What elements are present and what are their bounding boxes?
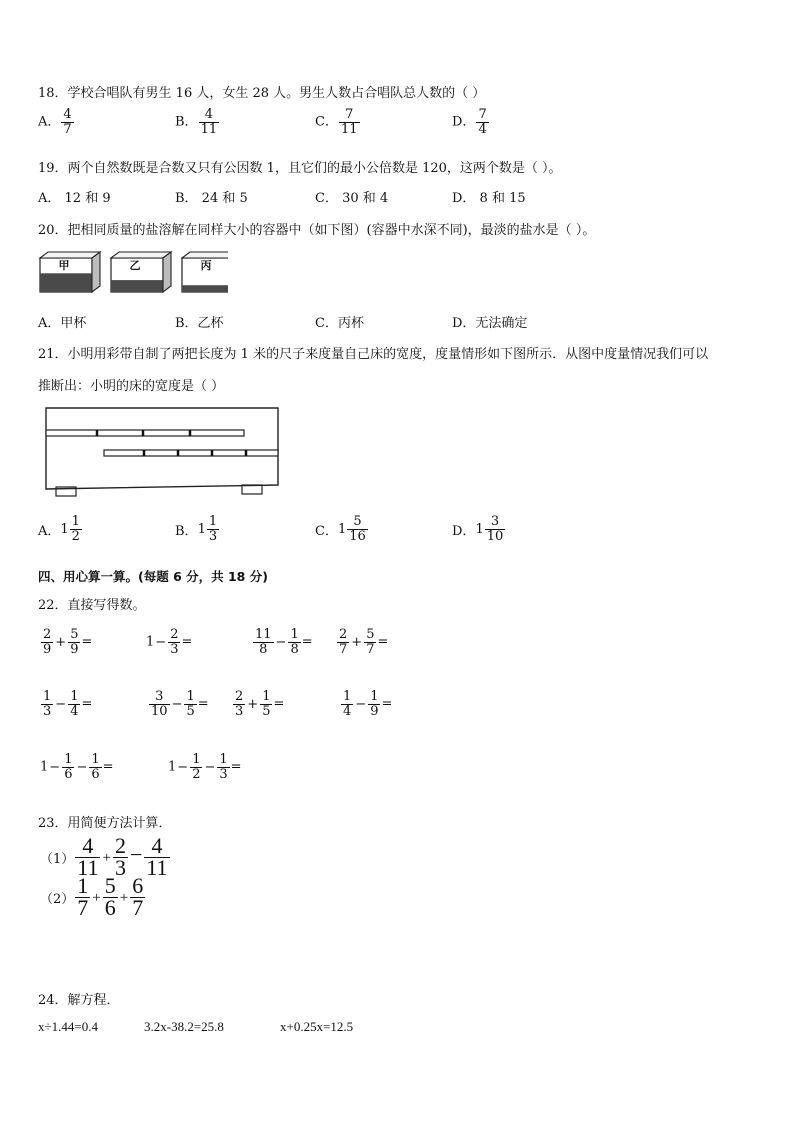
cup-water — [111, 280, 163, 292]
fraction: $\frac{1}{2}$ — [71, 514, 80, 544]
q22-expr: $\frac{2}{7}$ + $\frac{5}{7}$ = — [339, 627, 389, 657]
option-letter: D． — [452, 523, 476, 539]
part-label: （1） — [40, 851, 75, 867]
equation: 3.2x-38.2=25.8 — [144, 1019, 224, 1034]
option-letter: C． — [315, 114, 338, 130]
cup-1 — [40, 252, 100, 292]
option-letter: A． — [38, 523, 61, 539]
q18-stem: 18．学校合唱队有男生 16 人，女生 28 人。男生人数占合唱队总人数的（ ） — [38, 86, 486, 101]
q19-option-d[interactable]: D． 8 和 15 — [452, 191, 526, 206]
part-label: （2） — [40, 891, 75, 907]
section-heading: 四、用心算一算。(每题 6 分，共 18 分) — [38, 569, 268, 584]
cup-label: 乙 — [129, 259, 141, 272]
q22-expr: $\frac{1}{3}$ − $\frac{1}{4}$ = — [43, 689, 93, 719]
q19-stem: 19．两个自然数既是合数又只有公因数 1，且它们的最小公倍数是 120，这两个数是（ ）。 — [38, 161, 562, 176]
q20-option-d[interactable]: D．无法确定 — [452, 316, 528, 331]
q22-expr: 1− $\frac{2}{3}$ = — [146, 627, 193, 657]
bed-leg — [242, 485, 262, 494]
cup-label: 甲 — [58, 259, 70, 272]
q21-stem-line2: 推断出：小明的床的宽度是（ ） — [38, 379, 225, 394]
fraction: $\frac{3}{10}$ — [486, 514, 504, 544]
option-letter: D． — [452, 114, 476, 130]
q21-option-c[interactable] — [315, 515, 369, 543]
q22-expr: $\frac{2}{9}$ + $\frac{5}{9}$ = — [43, 627, 93, 657]
cup-3 — [182, 252, 228, 292]
q20-stem: 20．把相同质量的盐溶解在同样大小的容器中（如下图）(容器中水深不同)，最淡的盐水是（ ）。 — [38, 223, 596, 238]
ruler-1 — [46, 430, 244, 436]
q23-stem: 23．用简便方法计算． — [38, 816, 172, 831]
q23-part-1: （1） $\frac{4}{11}$ + $\frac{2}{3}$ − $\frac{4}{11}$ — [40, 833, 168, 880]
q22-expr: $\frac{11}{8}$ − $\frac{1}{8}$ = — [255, 627, 313, 657]
q24-stem: 24．解方程． — [38, 993, 120, 1008]
bed-outline — [46, 408, 278, 489]
cup-2 — [111, 252, 171, 292]
equation: x÷1.44=0.4 — [38, 1019, 98, 1034]
bed-ruler-figure — [40, 405, 290, 500]
q20-option-c[interactable]: C．丙杯 — [315, 316, 364, 331]
fraction: $\frac{7}{4}$ — [478, 107, 487, 137]
fraction: $\frac{1}{3}$ — [208, 514, 218, 544]
option-letter: A． — [38, 114, 61, 130]
whole-part: 1 — [60, 521, 69, 537]
fraction: $\frac{5}{16}$ — [349, 514, 366, 544]
cup-label: 丙 — [200, 259, 212, 272]
q21-option-a[interactable] — [38, 515, 83, 543]
q18-option-b[interactable] — [175, 108, 220, 136]
q22-expr: $\frac{2}{3}$ + $\frac{1}{5}$ = — [235, 689, 285, 719]
cups-figure — [38, 250, 228, 300]
q21-option-b[interactable] — [175, 515, 220, 543]
whole-part: 1 — [197, 521, 206, 537]
q20-option-a[interactable]: A．甲杯 — [38, 316, 87, 331]
q19-option-a[interactable]: A． 12 和 9 — [38, 191, 111, 206]
q22-expr: $\frac{3}{10}$ − $\frac{1}{5}$ = — [151, 689, 209, 719]
equation: x+0.25x=12.5 — [280, 1019, 354, 1034]
fraction: $\frac{4}{7}$ — [63, 107, 72, 137]
q22-stem: 22．直接写得数。 — [38, 598, 146, 613]
option-letter: B． — [175, 114, 198, 130]
q21-stem-line1: 21．小明用彩带自制了两把长度为 1 米的尺子来度量自己床的宽度，度量情形如下图所示．从图中度量情况我们可以 — [38, 347, 709, 362]
q18-option-c[interactable] — [315, 108, 361, 136]
q19-option-c[interactable]: C． 30 和 4 — [315, 191, 389, 206]
whole-part: 1 — [337, 521, 347, 537]
ruler-2 — [104, 450, 278, 456]
q19-option-b[interactable]: B． 24 和 5 — [175, 191, 248, 206]
q22-expr: $\frac{1}{4}$ − $\frac{1}{9}$ = — [343, 689, 393, 719]
q18-option-d[interactable] — [452, 108, 490, 136]
q21-option-d[interactable] — [452, 515, 506, 543]
cup-water — [40, 273, 92, 292]
q23-part-2: （2） $\frac{1}{7}$ + $\frac{5}{6}$ + $\frac{6}{7}$ — [40, 873, 144, 920]
option-letter: B． — [175, 523, 198, 539]
option-letter: C． — [315, 523, 338, 539]
q20-option-b[interactable]: B．乙杯 — [175, 316, 224, 331]
cup-water — [182, 285, 228, 292]
q18-option-a[interactable] — [38, 108, 75, 136]
fraction: $\frac{7}{11}$ — [340, 107, 358, 137]
q22-expr: 1− $\frac{1}{6}$ − $\frac{1}{6}$ = — [40, 752, 114, 782]
q22-expr: 1− $\frac{1}{2}$ − $\frac{1}{3}$ = — [168, 752, 242, 782]
whole-part: 1 — [475, 521, 484, 537]
fraction: $\frac{4}{11}$ — [200, 107, 218, 137]
